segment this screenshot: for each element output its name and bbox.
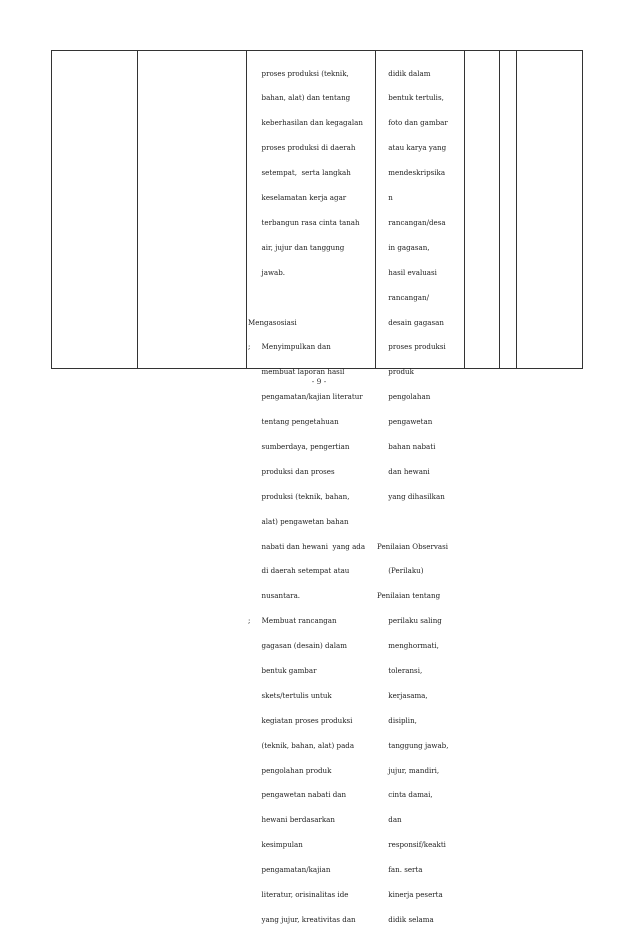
text-line: n (377, 193, 393, 203)
page-number: - 9 - (311, 377, 327, 386)
text-line: yang dihasilkan (377, 491, 445, 501)
text-line: menghormati, (377, 641, 439, 651)
text-line: keselamatan kerja agar (248, 193, 347, 203)
text-line: rancangan/ (377, 292, 429, 302)
text-line: di daerah setempat atau (248, 566, 350, 576)
text-line: alat) pengawetan bahan (248, 516, 349, 526)
text-line: desain gagasan (377, 317, 444, 327)
text-line: literatur, orisinalitas ide (248, 889, 349, 899)
text-line: terbangun rasa cinta tanah (248, 217, 360, 227)
text-line: tanggung jawab, (377, 740, 449, 750)
text-line: membuat laporan hasil (248, 367, 345, 377)
learning-activities-cell (248, 53, 365, 932)
text-line: kegiatan proses produksi (248, 715, 353, 725)
text-line: kesimpulan (248, 840, 303, 850)
text-line: dan hewani (377, 466, 430, 476)
text-line: nusantara. (248, 591, 301, 601)
text-line: kerjasama, (377, 690, 428, 700)
text-line: bentuk tertulis, (377, 93, 444, 103)
column-border-7 (516, 50, 517, 369)
text-line: pengolahan (377, 392, 431, 402)
text-line: produksi (teknik, bahan, (248, 491, 350, 501)
text-line: hasil evaluasi (377, 267, 437, 277)
section-heading: Mengasosiasi (248, 317, 297, 327)
text-line: sumberdaya, pengertian (248, 441, 350, 451)
text-line: pengawetan (377, 417, 433, 427)
text-line: setempat, serta langkah (248, 168, 351, 178)
text-line: proses produksi (377, 342, 446, 352)
text-line: keberhasilan dan kegagalan (248, 118, 363, 128)
column-border-6 (499, 50, 500, 369)
text-line: didik dalam (377, 68, 431, 78)
text-line: pengamatan/kajian (248, 865, 331, 875)
text-line (377, 518, 448, 526)
text-line: fan. serta (377, 865, 423, 875)
text-line: air, jujur dan tanggung (248, 242, 345, 252)
text-line: ; Membuat rancangan (248, 616, 337, 626)
text-line: produk (377, 367, 414, 377)
text-line: perilaku saling (377, 616, 442, 626)
table-top-border (51, 50, 583, 51)
text-line: toleransi, (377, 665, 423, 675)
text-line: foto dan gambar (377, 118, 448, 128)
text-line: jawab. (248, 267, 286, 277)
text-line: pengamatan/kajian literatur (248, 392, 363, 402)
column-border-5 (464, 50, 465, 369)
assessment-cell (377, 53, 448, 932)
text-line: kinerja peserta (377, 889, 443, 899)
text-line: (Perilaku) (377, 566, 424, 576)
column-border-3 (246, 50, 247, 369)
text-line: proses produksi (teknik, (248, 68, 349, 78)
text-line: yang jujur, kreativitas dan (248, 914, 356, 924)
text-line: jujur, mandiri, (377, 765, 440, 775)
text-line: ; Menyimpulkan dan (248, 342, 331, 352)
text-line: in gagasan, (377, 242, 430, 252)
text-line: bentuk gambar (248, 665, 317, 675)
column-border-1 (51, 50, 52, 369)
text-line: hewani berdasarkan (248, 815, 335, 825)
text-line: didik selama (377, 914, 434, 924)
column-border-2 (137, 50, 138, 369)
text-line: bahan nabati (377, 441, 436, 451)
text-line: gagasan (desain) dalam (248, 641, 347, 651)
text-line: rancangan/desa (377, 217, 446, 227)
column-border-4 (375, 50, 376, 369)
text-line: bahan, alat) dan tentang (248, 93, 351, 103)
section-heading: Penilaian Observasi (377, 541, 449, 551)
text-line: nabati dan hewani yang ada (248, 541, 366, 551)
text-line: skets/tertulis untuk (248, 690, 332, 700)
section-heading: Penilaian tentang (377, 591, 441, 601)
text-line: responsif/keakti (377, 840, 446, 850)
text-line: (teknik, bahan, alat) pada (248, 740, 355, 750)
text-line: tentang pengetahuan (248, 417, 339, 427)
text-line: dan (377, 815, 402, 825)
text-line: disiplin, (377, 715, 417, 725)
text-line: mendeskripsika (377, 168, 446, 178)
text-line: cinta damai, (377, 790, 433, 800)
text-line: pengawetan nabati dan (248, 790, 347, 800)
text-line: produksi dan proses (248, 466, 335, 476)
text-line (248, 294, 365, 302)
text-line: pengolahan produk (248, 765, 332, 775)
text-line: atau karya yang (377, 143, 447, 153)
column-border-8 (582, 50, 583, 369)
text-line: proses produksi di daerah (248, 143, 356, 153)
